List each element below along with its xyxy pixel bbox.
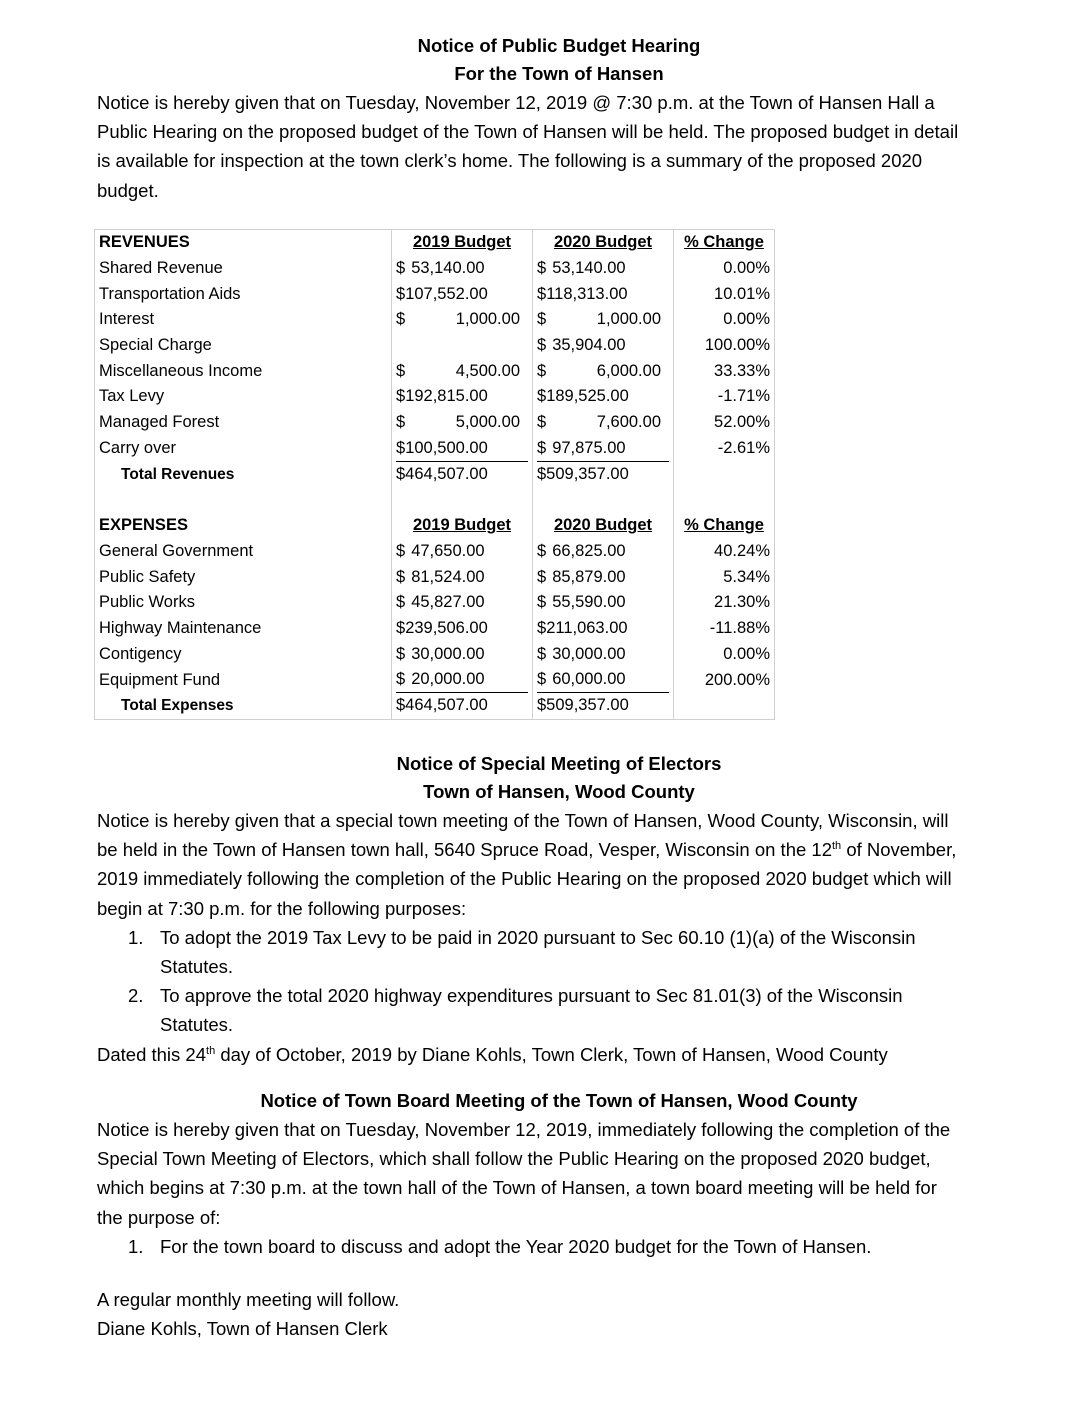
col-2019-header: 2019 Budget [392, 513, 533, 539]
expenses-header: EXPENSES [95, 513, 392, 539]
table-row [95, 436, 775, 462]
table-row [95, 564, 775, 590]
amount-2019: $ 81,524.00 [396, 567, 485, 586]
row-label: Special Charge [95, 333, 392, 359]
signature-line: Diane Kohls, Town of Hansen Clerk [97, 1318, 388, 1340]
percent-change: -11.88% [674, 616, 775, 642]
amount-2020: $ 189,525.00 [537, 387, 629, 406]
board-meeting-title: Notice of Town Board Meeting of the Town of Hansen, Wood County [260, 1090, 858, 1111]
purposes-list [97, 923, 1027, 1040]
closing-block [97, 1285, 1027, 1343]
amount-2019: $ 1,000.00 [396, 310, 520, 329]
expenses-total-row [95, 693, 775, 719]
budget-table [94, 229, 775, 720]
table-row [95, 256, 775, 282]
amount-2020: $ 97,875.00 [537, 436, 669, 462]
special-line: begin at 7:30 p.m. for the following purposes: [97, 897, 467, 919]
special-meeting-subtitle: Town of Hansen, Wood County [423, 781, 695, 802]
table-row [95, 667, 775, 693]
revenues-header: REVENUES [95, 230, 392, 256]
revenues-total-row [95, 462, 775, 488]
amount-2020: $ 35,904.00 [537, 336, 626, 355]
hearing-line: is available for inspection at the town clerk’s home. The following is a summary of the proposed 2020 [97, 150, 923, 172]
row-label: General Government [95, 539, 392, 565]
amount-2020: $ 6,000.00 [537, 361, 661, 380]
col-change-header: % Change [674, 230, 775, 256]
percent-change: 10.01% [674, 281, 775, 307]
row-label: Managed Forest [95, 410, 392, 436]
percent-change: 0.00% [674, 307, 775, 333]
dated-line: Dated this 24th day of October, 2019 by Diane Kohls, Town Clerk, Town of Hansen, Wood County [97, 1043, 888, 1065]
table-row [95, 358, 775, 384]
amount-2019: $ 20,000.00 [396, 667, 528, 693]
row-label: Contigency [95, 641, 392, 667]
percent-change: 200.00% [674, 667, 775, 693]
special-line: Notice is hereby given that a special town meeting of the Town of Hansen, Wood County, Wisconsin, will [97, 810, 949, 831]
table-row [95, 616, 775, 642]
hearing-subtitle: For the Town of Hansen [454, 63, 664, 84]
percent-change: -1.71% [674, 384, 775, 410]
table-row [95, 333, 775, 359]
row-label: Carry over [95, 436, 392, 462]
total-expenses-label: Total Expenses [95, 693, 392, 719]
col-2020-header: 2020 Budget [533, 513, 674, 539]
total-expenses-2019: $464,507.00 [392, 693, 533, 719]
amount-2020: $ 53,140.00 [537, 259, 626, 278]
table-row [95, 539, 775, 565]
board-line: the purpose of: [97, 1206, 221, 1228]
hearing-line: Public Hearing on the proposed budget of the Town of Hansen will be held. The proposed budget in detail [97, 121, 959, 143]
row-label: Tax Levy [95, 384, 392, 410]
board-line: which begins at 7:30 p.m. at the town hall of the Town of Hansen, a town board meeting will be held for [97, 1177, 937, 1199]
total-revenues-2020: $509,357.00 [533, 462, 674, 488]
special-line: 2019 immediately following the completion of the Public Hearing on the proposed 2020 budget which will [97, 868, 952, 890]
amount-2019: $ 192,815.00 [396, 387, 488, 406]
percent-change: -2.61% [674, 436, 775, 462]
percent-change: 33.33% [674, 358, 775, 384]
percent-change: 52.00% [674, 410, 775, 436]
expenses-header-row [95, 513, 775, 539]
amount-2020: $ 1,000.00 [537, 310, 661, 329]
amount-2020: $ 66,825.00 [537, 541, 626, 560]
percent-change: 100.00% [674, 333, 775, 359]
amount-2019: $ 5,000.00 [396, 413, 520, 432]
row-label: Transportation Aids [95, 281, 392, 307]
amount-2019: $ 45,827.00 [396, 593, 485, 612]
closing-line: A regular monthly meeting will follow. [97, 1289, 400, 1310]
table-row [95, 281, 775, 307]
table-row [95, 384, 775, 410]
amount-2019: $ 47,650.00 [396, 541, 485, 560]
empty-cell [674, 462, 775, 488]
col-2019-header: 2019 Budget [392, 230, 533, 256]
table-row [95, 590, 775, 616]
percent-change: 0.00% [674, 641, 775, 667]
amount-2019: $ 53,140.00 [396, 259, 485, 278]
hearing-title: Notice of Public Budget Hearing [417, 35, 701, 56]
total-expenses-2020: $509,357.00 [533, 693, 674, 719]
row-label: Miscellaneous Income [95, 358, 392, 384]
col-change-header: % Change [674, 513, 775, 539]
percent-change: 5.34% [674, 564, 775, 590]
row-label: Highway Maintenance [95, 616, 392, 642]
list-item: 2. To approve the total 2020 highway expenditures pursuant to Sec 81.01(3) of the Wisconsin Statutes. [128, 985, 903, 1036]
amount-2020: $ 85,879.00 [537, 567, 626, 586]
amount-2019-empty [392, 333, 533, 359]
amount-2019: $ 30,000.00 [396, 644, 485, 663]
row-label: Interest [95, 307, 392, 333]
spacer-row [95, 487, 775, 513]
total-revenues-2019: $464,507.00 [392, 462, 533, 488]
amount-2019: $ 100,500.00 [396, 436, 528, 462]
board-meeting-paragraph [97, 1115, 1027, 1261]
percent-change: 0.00% [674, 256, 775, 282]
list-item: 1. For the town board to discuss and adopt the Year 2020 budget for the Town of Hansen. [128, 1235, 872, 1257]
empty-cell [674, 693, 775, 719]
revenues-header-row [95, 230, 775, 256]
table-row [95, 641, 775, 667]
board-line: Special Town Meeting of Electors, which shall follow the Public Hearing on the proposed 2020 budget, [97, 1148, 931, 1170]
amount-2020: $ 7,600.00 [537, 413, 661, 432]
col-2020-header: 2020 Budget [533, 230, 674, 256]
amount-2019: $ 239,506.00 [396, 618, 488, 637]
hearing-line: Notice is hereby given that on Tuesday, November 12, 2019 @ 7:30 p.m. at the Town of Hansen Hall a [97, 92, 935, 113]
table-row [95, 410, 775, 436]
amount-2019: $ 4,500.00 [396, 361, 520, 380]
row-label: Shared Revenue [95, 256, 392, 282]
list-item: 1. To adopt the 2019 Tax Levy to be paid in 2020 pursuant to Sec 60.10 (1)(a) of the Wisconsin Statutes. [128, 926, 916, 978]
table-row [95, 307, 775, 333]
amount-2020: $ 118,313.00 [537, 284, 628, 303]
special-meeting-paragraph [97, 806, 1027, 1069]
amount-2020: $ 60,000.00 [537, 667, 669, 693]
special-line: be held in the Town of Hansen town hall, 5640 Spruce Road, Vesper, Wisconsin on the 12th of November, [97, 839, 957, 861]
hearing-paragraph [97, 88, 1027, 205]
hearing-line: budget. [97, 179, 159, 201]
amount-2020: $ 211,063.00 [537, 618, 628, 637]
board-line: Notice is hereby given that on Tuesday, November 12, 2019, immediately following the completion of the [97, 1119, 951, 1140]
amount-2020: $ 55,590.00 [537, 593, 626, 612]
amount-2019: $ 107,552.00 [396, 284, 488, 303]
amount-2020: $ 30,000.00 [537, 644, 626, 663]
special-meeting-title: Notice of Special Meeting of Electors [396, 753, 722, 774]
percent-change: 40.24% [674, 539, 775, 565]
row-label: Public Safety [95, 564, 392, 590]
percent-change: 21.30% [674, 590, 775, 616]
row-label: Equipment Fund [95, 667, 392, 693]
total-revenues-label: Total Revenues [95, 462, 392, 488]
row-label: Public Works [95, 590, 392, 616]
